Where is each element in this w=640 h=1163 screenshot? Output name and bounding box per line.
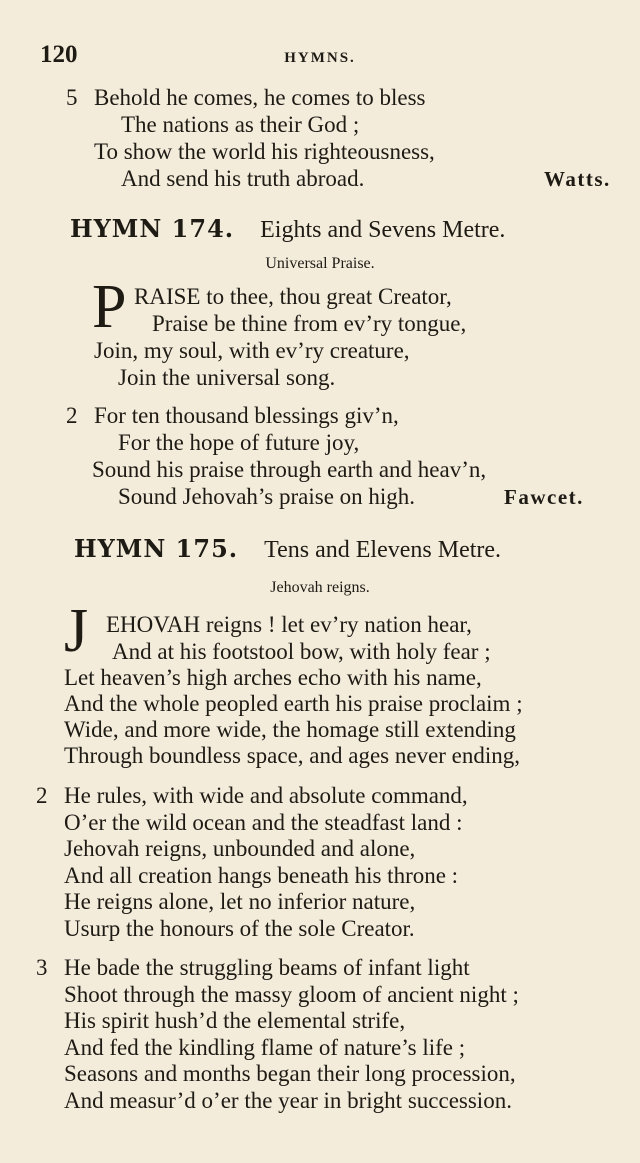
verse-line: Let heaven’s high arches echo with his name, xyxy=(64,665,482,690)
verse-line: He rules, with wide and absolute command, xyxy=(64,783,468,808)
verse-line: Usurp the honours of the sole Creator. xyxy=(64,916,415,941)
verse-line: And fed the kindling flame of nature’s life ; xyxy=(64,1035,466,1060)
verse-line: Seasons and months began their long procession, xyxy=(64,1061,516,1086)
verse-line: Shoot through the massy gloom of ancient night ; xyxy=(64,982,519,1007)
verse-line: Join the universal song. xyxy=(118,365,336,390)
verse-line: He reigns alone, let no inferior nature, xyxy=(64,889,416,914)
hymn-subtitle: Jehovah reigns. xyxy=(270,579,370,596)
drop-cap: J xyxy=(64,597,89,665)
stanza-number: 3 xyxy=(36,955,48,980)
hymn-number: HYMN 175. xyxy=(74,534,239,563)
stanza-number: 5 xyxy=(66,85,78,110)
verse-line: O’er the wild ocean and the steadfast land : xyxy=(64,810,463,835)
hymn-number: HYMN 174. xyxy=(70,214,235,243)
verse-line: Through boundless space, and ages never ending, xyxy=(64,743,521,768)
page-number: 120 xyxy=(40,41,78,68)
running-title: HYMNS. xyxy=(284,50,356,66)
verse-line: RAISE to thee, thou great Creator, xyxy=(134,284,452,309)
hymn-heading xyxy=(74,534,501,568)
verse-line: And all creation hangs beneath his throne : xyxy=(64,863,459,888)
verse-line: EHOVAH reigns ! let ev’ry nation hear, xyxy=(106,612,472,637)
verse-line: For ten thousand blessings giv’n, xyxy=(94,403,399,428)
verse-line: His spirit hush’d the elemental strife, xyxy=(64,1008,406,1033)
verse-line: And send his truth abroad. xyxy=(121,166,365,191)
author-attribution: Watts. xyxy=(544,167,611,191)
verse-line: Praise be thine from ev’ry tongue, xyxy=(152,311,467,336)
verse-line: And the whole peopled earth his praise proclaim ; xyxy=(64,691,523,716)
stanza-number: 2 xyxy=(36,783,48,808)
stanza-number: 2 xyxy=(66,403,78,428)
verse-line: And at his footstool bow, with holy fear ; xyxy=(112,639,491,664)
verse-line: He bade the struggling beams of infant light xyxy=(64,955,470,980)
verse-line: To show the world his righteousness, xyxy=(94,139,435,164)
verse-line: Join, my soul, with ev’ry creature, xyxy=(94,338,410,363)
hymn-metre: Eights and Sevens Metre. xyxy=(260,217,506,243)
verse-line: Wide, and more wide, the homage still extending xyxy=(64,717,516,742)
verse-line: Jehovah reigns, unbounded and alone, xyxy=(64,836,416,861)
verse-line: Behold he comes, he comes to bless xyxy=(94,85,426,110)
drop-cap: P xyxy=(92,273,127,341)
verse-line: Sound Jehovah’s praise on high. xyxy=(118,484,416,509)
verse-line: Sound his praise through earth and heav’n, xyxy=(92,457,487,482)
verse-line: The nations as their God ; xyxy=(121,112,360,137)
hymn-metre: Tens and Elevens Metre. xyxy=(264,537,502,563)
hymn-heading xyxy=(70,214,505,248)
author-attribution: Fawcet. xyxy=(504,485,584,509)
verse-line: And measur’d o’er the year in bright succession. xyxy=(64,1088,512,1113)
verse-line: For the hope of future joy, xyxy=(118,430,360,455)
hymn-subtitle: Universal Praise. xyxy=(265,255,375,272)
